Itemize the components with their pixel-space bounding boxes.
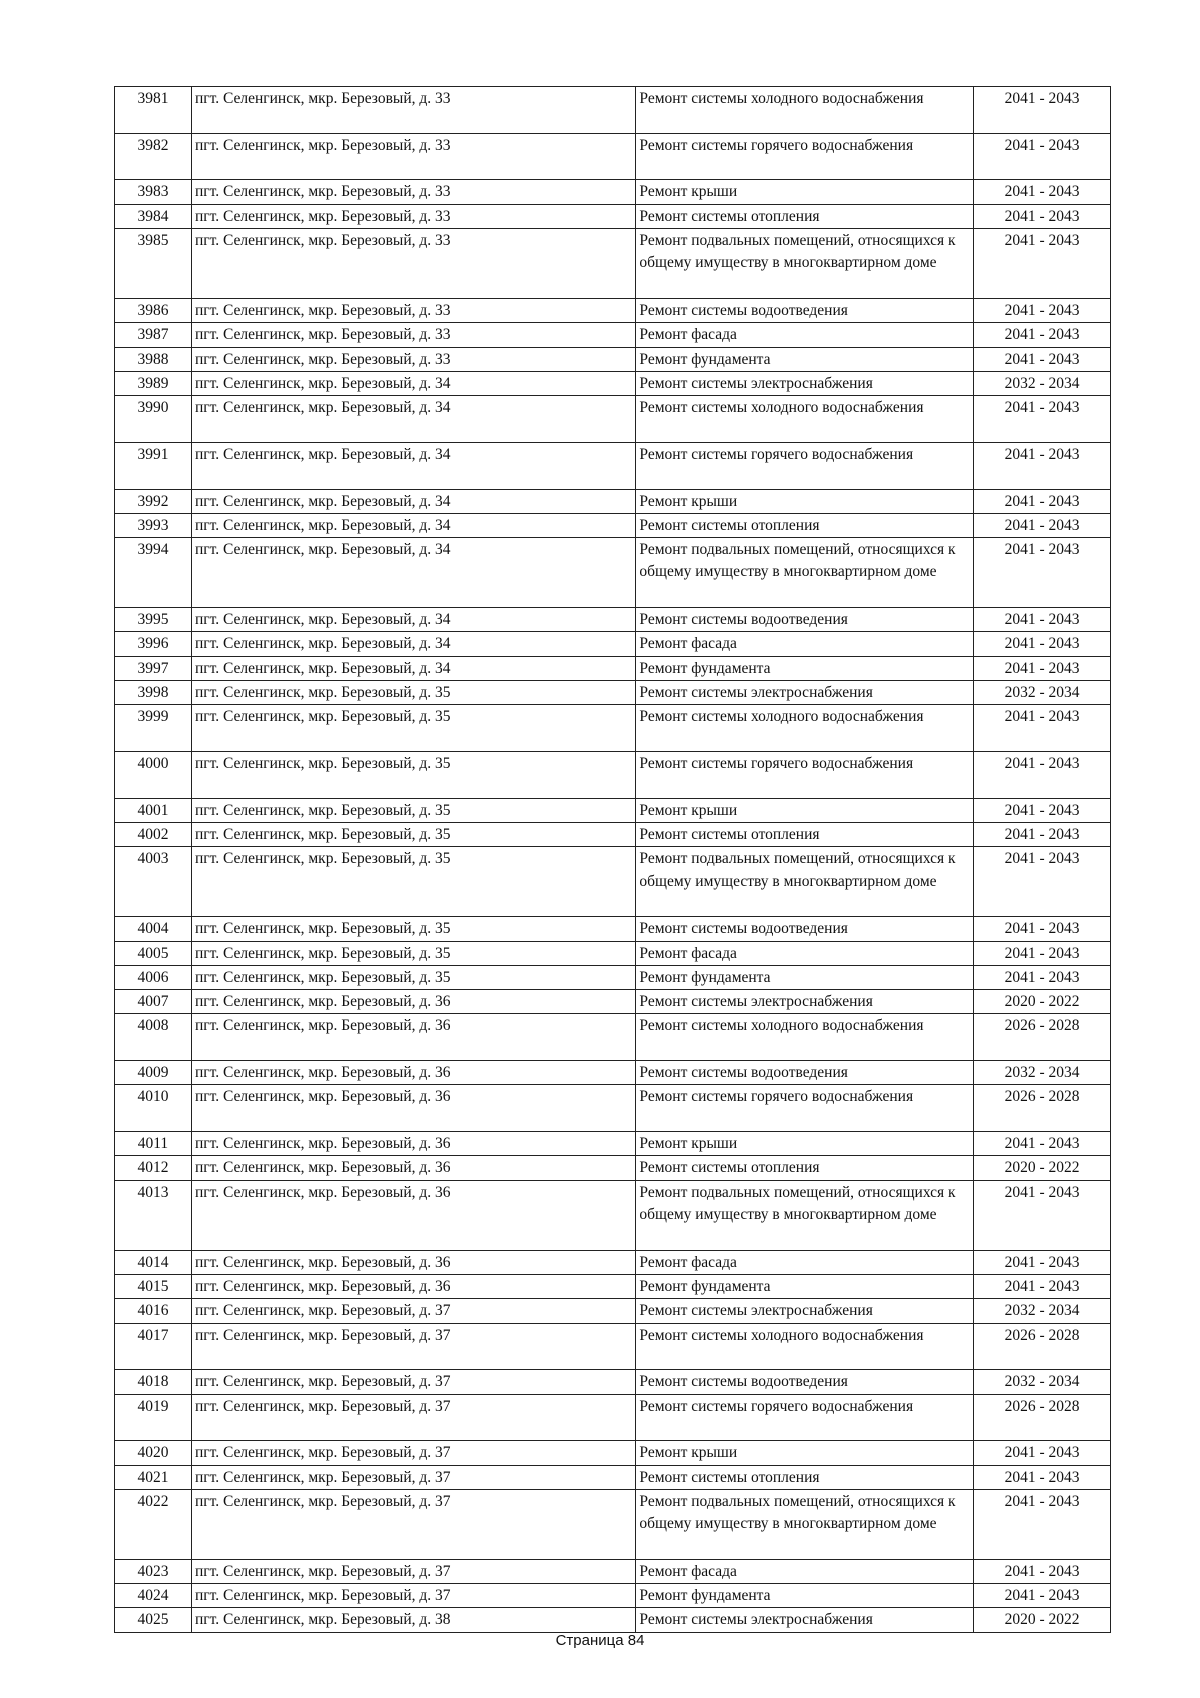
- address-cell: пгт. Селенгинск, мкр. Березовый, д. 33: [191, 204, 635, 228]
- work-type-cell: Ремонт системы горячего водоснабжения: [636, 442, 974, 489]
- work-type-cell: Ремонт системы водоотведения: [636, 917, 974, 941]
- address-cell: пгт. Селенгинск, мкр. Березовый, д. 33: [191, 180, 635, 204]
- row-number-cell: 4002: [115, 822, 192, 846]
- address-cell: пгт. Селенгинск, мкр. Березовый, д. 37: [191, 1465, 635, 1489]
- address-cell: пгт. Селенгинск, мкр. Березовый, д. 35: [191, 965, 635, 989]
- table-row: [115, 228, 1111, 298]
- period-cell: 2041 - 2043: [974, 656, 1111, 680]
- work-type-cell: Ремонт системы отопления: [636, 1156, 974, 1180]
- row-number-cell: 4014: [115, 1250, 192, 1274]
- address-cell: пгт. Селенгинск, мкр. Березовый, д. 37: [191, 1584, 635, 1608]
- row-number-cell: 4013: [115, 1180, 192, 1250]
- row-number-cell: 4004: [115, 917, 192, 941]
- row-number-cell: 4018: [115, 1370, 192, 1394]
- row-number-cell: 4019: [115, 1394, 192, 1441]
- period-cell: 2041 - 2043: [974, 1584, 1111, 1608]
- address-cell: пгт. Селенгинск, мкр. Березовый, д. 36: [191, 1180, 635, 1250]
- row-number-cell: 3981: [115, 87, 192, 134]
- address-cell: пгт. Селенгинск, мкр. Березовый, д. 33: [191, 298, 635, 322]
- row-number-cell: 4020: [115, 1441, 192, 1465]
- work-type-cell: Ремонт системы водоотведения: [636, 1061, 974, 1085]
- period-cell: 2041 - 2043: [974, 1559, 1111, 1583]
- period-cell: 2041 - 2043: [974, 965, 1111, 989]
- period-cell: 2041 - 2043: [974, 538, 1111, 608]
- address-cell: пгт. Селенгинск, мкр. Березовый, д. 37: [191, 1323, 635, 1370]
- period-cell: 2041 - 2043: [974, 204, 1111, 228]
- address-cell: пгт. Селенгинск, мкр. Березовый, д. 37: [191, 1441, 635, 1465]
- period-cell: 2020 - 2022: [974, 1608, 1111, 1632]
- work-type-cell: Ремонт системы холодного водоснабжения: [636, 1014, 974, 1061]
- period-cell: 2032 - 2034: [974, 1299, 1111, 1323]
- period-cell: 2041 - 2043: [974, 442, 1111, 489]
- row-number-cell: 4003: [115, 847, 192, 917]
- work-type-cell: Ремонт системы электроснабжения: [636, 371, 974, 395]
- period-cell: 2026 - 2028: [974, 1085, 1111, 1132]
- period-cell: 2032 - 2034: [974, 1061, 1111, 1085]
- repair-schedule-table: [114, 86, 1111, 1633]
- period-cell: 2032 - 2034: [974, 681, 1111, 705]
- row-number-cell: 3998: [115, 681, 192, 705]
- work-type-cell: Ремонт фундамента: [636, 965, 974, 989]
- row-number-cell: 3983: [115, 180, 192, 204]
- table-row: [115, 917, 1111, 941]
- table-row: [115, 822, 1111, 846]
- table-row: [115, 1061, 1111, 1085]
- table-row: [115, 1132, 1111, 1156]
- work-type-cell: Ремонт крыши: [636, 180, 974, 204]
- address-cell: пгт. Селенгинск, мкр. Березовый, д. 36: [191, 1014, 635, 1061]
- work-type-cell: Ремонт системы холодного водоснабжения: [636, 705, 974, 752]
- row-number-cell: 3994: [115, 538, 192, 608]
- work-type-cell: Ремонт фундамента: [636, 656, 974, 680]
- table-row: [115, 347, 1111, 371]
- address-cell: пгт. Селенгинск, мкр. Березовый, д. 35: [191, 752, 635, 799]
- table-row: [115, 632, 1111, 656]
- period-cell: 2020 - 2022: [974, 1156, 1111, 1180]
- table-row: [115, 489, 1111, 513]
- row-number-cell: 3999: [115, 705, 192, 752]
- work-type-cell: Ремонт крыши: [636, 1132, 974, 1156]
- table-row: [115, 1465, 1111, 1489]
- period-cell: 2041 - 2043: [974, 705, 1111, 752]
- period-cell: 2041 - 2043: [974, 1441, 1111, 1465]
- address-cell: пгт. Селенгинск, мкр. Березовый, д. 33: [191, 87, 635, 134]
- address-cell: пгт. Селенгинск, мкр. Березовый, д. 33: [191, 228, 635, 298]
- address-cell: пгт. Селенгинск, мкр. Березовый, д. 34: [191, 513, 635, 537]
- work-type-cell: Ремонт системы отопления: [636, 1465, 974, 1489]
- work-type-cell: Ремонт подвальных помещений, относящихся к общему имуществу в многоквартирном доме: [636, 538, 974, 608]
- row-number-cell: 3989: [115, 371, 192, 395]
- period-cell: 2041 - 2043: [974, 489, 1111, 513]
- address-cell: пгт. Селенгинск, мкр. Березовый, д. 35: [191, 798, 635, 822]
- table-row: [115, 396, 1111, 443]
- period-cell: 2041 - 2043: [974, 608, 1111, 632]
- period-cell: 2026 - 2028: [974, 1323, 1111, 1370]
- period-cell: 2041 - 2043: [974, 133, 1111, 180]
- address-cell: пгт. Селенгинск, мкр. Березовый, д. 34: [191, 632, 635, 656]
- table-row: [115, 1370, 1111, 1394]
- work-type-cell: Ремонт системы водоотведения: [636, 608, 974, 632]
- table-row: [115, 1584, 1111, 1608]
- work-type-cell: Ремонт фасада: [636, 1559, 974, 1583]
- period-cell: 2041 - 2043: [974, 298, 1111, 322]
- row-number-cell: 4021: [115, 1465, 192, 1489]
- work-type-cell: Ремонт крыши: [636, 798, 974, 822]
- row-number-cell: 4024: [115, 1584, 192, 1608]
- table-row: [115, 442, 1111, 489]
- row-number-cell: 4000: [115, 752, 192, 799]
- work-type-cell: Ремонт фасада: [636, 1250, 974, 1274]
- table-row: [115, 1085, 1111, 1132]
- table-row: [115, 180, 1111, 204]
- table-row: [115, 847, 1111, 917]
- address-cell: пгт. Селенгинск, мкр. Березовый, д. 34: [191, 608, 635, 632]
- work-type-cell: Ремонт системы электроснабжения: [636, 1299, 974, 1323]
- address-cell: пгт. Селенгинск, мкр. Березовый, д. 36: [191, 1061, 635, 1085]
- address-cell: пгт. Селенгинск, мкр. Березовый, д. 35: [191, 847, 635, 917]
- table-row: [115, 87, 1111, 134]
- row-number-cell: 4006: [115, 965, 192, 989]
- row-number-cell: 4025: [115, 1608, 192, 1632]
- table-row: [115, 608, 1111, 632]
- row-number-cell: 3991: [115, 442, 192, 489]
- row-number-cell: 3993: [115, 513, 192, 537]
- work-type-cell: Ремонт системы холодного водоснабжения: [636, 87, 974, 134]
- address-cell: пгт. Селенгинск, мкр. Березовый, д. 33: [191, 347, 635, 371]
- table-row: [115, 1394, 1111, 1441]
- row-number-cell: 4022: [115, 1489, 192, 1559]
- row-number-cell: 4015: [115, 1275, 192, 1299]
- address-cell: пгт. Селенгинск, мкр. Березовый, д. 36: [191, 1250, 635, 1274]
- period-cell: 2041 - 2043: [974, 847, 1111, 917]
- table-row: [115, 1299, 1111, 1323]
- period-cell: 2041 - 2043: [974, 1275, 1111, 1299]
- work-type-cell: Ремонт фундамента: [636, 1275, 974, 1299]
- address-cell: пгт. Селенгинск, мкр. Березовый, д. 34: [191, 656, 635, 680]
- row-number-cell: 3992: [115, 489, 192, 513]
- row-number-cell: 4011: [115, 1132, 192, 1156]
- table-row: [115, 371, 1111, 395]
- table-row: [115, 1180, 1111, 1250]
- work-type-cell: Ремонт фундамента: [636, 1584, 974, 1608]
- row-number-cell: 4008: [115, 1014, 192, 1061]
- work-type-cell: Ремонт системы отопления: [636, 822, 974, 846]
- table-row: [115, 990, 1111, 1014]
- period-cell: 2041 - 2043: [974, 752, 1111, 799]
- work-type-cell: Ремонт системы электроснабжения: [636, 681, 974, 705]
- work-type-cell: Ремонт системы отопления: [636, 513, 974, 537]
- row-number-cell: 4005: [115, 941, 192, 965]
- row-number-cell: 3982: [115, 133, 192, 180]
- row-number-cell: 3996: [115, 632, 192, 656]
- work-type-cell: Ремонт системы горячего водоснабжения: [636, 133, 974, 180]
- row-number-cell: 3984: [115, 204, 192, 228]
- period-cell: 2041 - 2043: [974, 87, 1111, 134]
- work-type-cell: Ремонт системы холодного водоснабжения: [636, 396, 974, 443]
- period-cell: 2041 - 2043: [974, 798, 1111, 822]
- work-type-cell: Ремонт подвальных помещений, относящихся к общему имуществу в многоквартирном доме: [636, 228, 974, 298]
- row-number-cell: 3986: [115, 298, 192, 322]
- address-cell: пгт. Селенгинск, мкр. Березовый, д. 35: [191, 705, 635, 752]
- period-cell: 2041 - 2043: [974, 1489, 1111, 1559]
- address-cell: пгт. Селенгинск, мкр. Березовый, д. 33: [191, 323, 635, 347]
- address-cell: пгт. Селенгинск, мкр. Березовый, д. 35: [191, 681, 635, 705]
- period-cell: 2032 - 2034: [974, 371, 1111, 395]
- work-type-cell: Ремонт фундамента: [636, 347, 974, 371]
- work-type-cell: Ремонт крыши: [636, 489, 974, 513]
- period-cell: 2041 - 2043: [974, 941, 1111, 965]
- period-cell: 2041 - 2043: [974, 822, 1111, 846]
- table-row: [115, 1250, 1111, 1274]
- table-row: [115, 1608, 1111, 1632]
- table-row: [115, 656, 1111, 680]
- table-row: [115, 513, 1111, 537]
- address-cell: пгт. Селенгинск, мкр. Березовый, д. 36: [191, 1132, 635, 1156]
- table-row: [115, 1441, 1111, 1465]
- address-cell: пгт. Селенгинск, мкр. Березовый, д. 38: [191, 1608, 635, 1632]
- work-type-cell: Ремонт фасада: [636, 632, 974, 656]
- period-cell: 2032 - 2034: [974, 1370, 1111, 1394]
- row-number-cell: 4017: [115, 1323, 192, 1370]
- work-type-cell: Ремонт подвальных помещений, относящихся к общему имуществу в многоквартирном доме: [636, 1489, 974, 1559]
- table-row: [115, 1559, 1111, 1583]
- period-cell: 2041 - 2043: [974, 1250, 1111, 1274]
- address-cell: пгт. Селенгинск, мкр. Березовый, д. 33: [191, 133, 635, 180]
- row-number-cell: 3987: [115, 323, 192, 347]
- table-row: [115, 798, 1111, 822]
- table-row: [115, 1014, 1111, 1061]
- row-number-cell: 3995: [115, 608, 192, 632]
- row-number-cell: 4007: [115, 990, 192, 1014]
- table-row: [115, 1275, 1111, 1299]
- work-type-cell: Ремонт системы электроснабжения: [636, 1608, 974, 1632]
- period-cell: 2041 - 2043: [974, 1132, 1111, 1156]
- period-cell: 2041 - 2043: [974, 323, 1111, 347]
- period-cell: 2020 - 2022: [974, 990, 1111, 1014]
- address-cell: пгт. Селенгинск, мкр. Березовый, д. 36: [191, 990, 635, 1014]
- row-number-cell: 4016: [115, 1299, 192, 1323]
- table-body: [115, 87, 1111, 1633]
- address-cell: пгт. Селенгинск, мкр. Березовый, д. 34: [191, 538, 635, 608]
- work-type-cell: Ремонт системы водоотведения: [636, 1370, 974, 1394]
- address-cell: пгт. Селенгинск, мкр. Березовый, д. 34: [191, 396, 635, 443]
- period-cell: 2026 - 2028: [974, 1394, 1111, 1441]
- table-row: [115, 965, 1111, 989]
- table-row: [115, 204, 1111, 228]
- work-type-cell: Ремонт системы горячего водоснабжения: [636, 1085, 974, 1132]
- period-cell: 2041 - 2043: [974, 180, 1111, 204]
- address-cell: пгт. Селенгинск, мкр. Березовый, д. 34: [191, 371, 635, 395]
- row-number-cell: 4010: [115, 1085, 192, 1132]
- row-number-cell: 4023: [115, 1559, 192, 1583]
- work-type-cell: Ремонт фасада: [636, 941, 974, 965]
- work-type-cell: Ремонт системы горячего водоснабжения: [636, 752, 974, 799]
- table-row: [115, 298, 1111, 322]
- address-cell: пгт. Селенгинск, мкр. Березовый, д. 37: [191, 1299, 635, 1323]
- work-type-cell: Ремонт системы водоотведения: [636, 298, 974, 322]
- period-cell: 2041 - 2043: [974, 513, 1111, 537]
- row-number-cell: 3990: [115, 396, 192, 443]
- work-type-cell: Ремонт подвальных помещений, относящихся к общему имуществу в многоквартирном доме: [636, 847, 974, 917]
- period-cell: 2041 - 2043: [974, 228, 1111, 298]
- period-cell: 2041 - 2043: [974, 347, 1111, 371]
- address-cell: пгт. Селенгинск, мкр. Березовый, д. 37: [191, 1370, 635, 1394]
- row-number-cell: 3985: [115, 228, 192, 298]
- table-row: [115, 1489, 1111, 1559]
- period-cell: 2041 - 2043: [974, 396, 1111, 443]
- address-cell: пгт. Селенгинск, мкр. Березовый, д. 35: [191, 917, 635, 941]
- page-number: Страница 84: [555, 1632, 645, 1649]
- work-type-cell: Ремонт подвальных помещений, относящихся к общему имуществу в многоквартирном доме: [636, 1180, 974, 1250]
- address-cell: пгт. Селенгинск, мкр. Березовый, д. 35: [191, 822, 635, 846]
- period-cell: 2041 - 2043: [974, 1465, 1111, 1489]
- address-cell: пгт. Селенгинск, мкр. Березовый, д. 34: [191, 489, 635, 513]
- work-type-cell: Ремонт системы отопления: [636, 204, 974, 228]
- row-number-cell: 3997: [115, 656, 192, 680]
- row-number-cell: 3988: [115, 347, 192, 371]
- table-row: [115, 1323, 1111, 1370]
- address-cell: пгт. Селенгинск, мкр. Березовый, д. 34: [191, 442, 635, 489]
- row-number-cell: 4001: [115, 798, 192, 822]
- table-row: [115, 323, 1111, 347]
- table-row: [115, 705, 1111, 752]
- period-cell: 2041 - 2043: [974, 917, 1111, 941]
- work-type-cell: Ремонт системы электроснабжения: [636, 990, 974, 1014]
- table-row: [115, 133, 1111, 180]
- work-type-cell: Ремонт крыши: [636, 1441, 974, 1465]
- row-number-cell: 4009: [115, 1061, 192, 1085]
- work-type-cell: Ремонт системы холодного водоснабжения: [636, 1323, 974, 1370]
- period-cell: 2041 - 2043: [974, 1180, 1111, 1250]
- address-cell: пгт. Селенгинск, мкр. Березовый, д. 36: [191, 1156, 635, 1180]
- table-row: [115, 1156, 1111, 1180]
- work-type-cell: Ремонт системы горячего водоснабжения: [636, 1394, 974, 1441]
- work-type-cell: Ремонт фасада: [636, 323, 974, 347]
- address-cell: пгт. Селенгинск, мкр. Березовый, д. 35: [191, 941, 635, 965]
- table-row: [115, 752, 1111, 799]
- table-row: [115, 681, 1111, 705]
- period-cell: 2026 - 2028: [974, 1014, 1111, 1061]
- address-cell: пгт. Селенгинск, мкр. Березовый, д. 37: [191, 1559, 635, 1583]
- row-number-cell: 4012: [115, 1156, 192, 1180]
- table-row: [115, 941, 1111, 965]
- address-cell: пгт. Селенгинск, мкр. Березовый, д. 36: [191, 1275, 635, 1299]
- period-cell: 2041 - 2043: [974, 632, 1111, 656]
- table-row: [115, 538, 1111, 608]
- address-cell: пгт. Селенгинск, мкр. Березовый, д. 36: [191, 1085, 635, 1132]
- address-cell: пгт. Селенгинск, мкр. Березовый, д. 37: [191, 1489, 635, 1559]
- address-cell: пгт. Селенгинск, мкр. Березовый, д. 37: [191, 1394, 635, 1441]
